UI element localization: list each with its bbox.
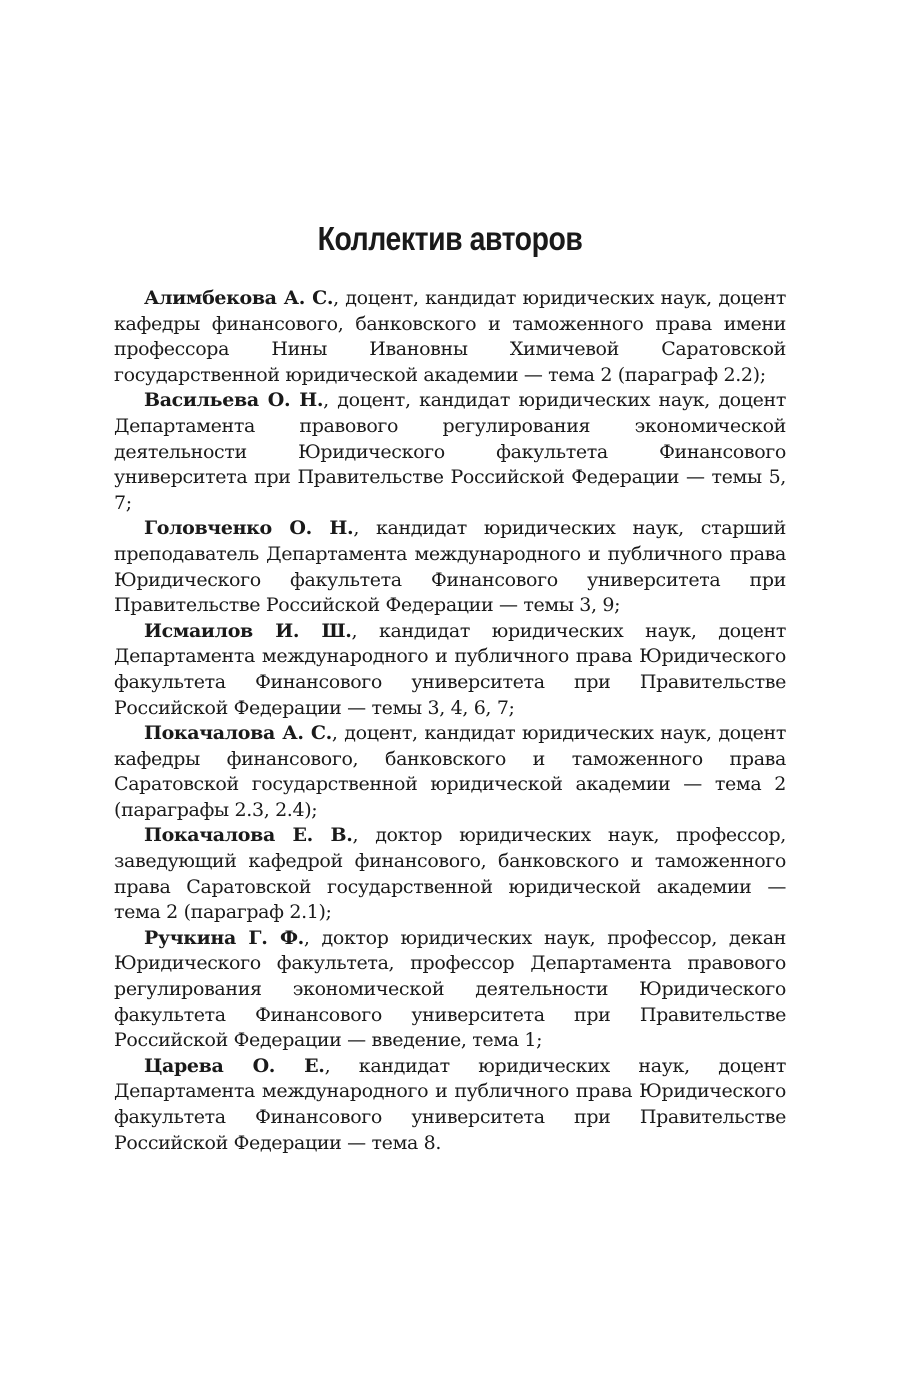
author-name: Исмаилов И. Ш. xyxy=(144,619,352,642)
author-description: , доктор юридических наук, профессор, заведующий кафедрой финансового, банковского и таможенного права Саратовской государственной юридической академии — тема 2 (параграф 2.1); xyxy=(114,824,786,924)
author-entry xyxy=(114,823,786,925)
author-description: , доктор юридических наук, профессор, декан Юридического факультета, профессор Департамента правового регулирования экономической деятельности Юридического факультета Финансового университета при Правительстве Российской Федерации — введение, тема 1; xyxy=(114,926,786,1052)
author-entry xyxy=(114,388,786,516)
author-entry xyxy=(114,926,786,1054)
author-entry xyxy=(114,721,786,823)
author-description: , доцент, кандидат юридических наук, доцент Департамента правового регулирования экономической деятельности Юридического факультета Финансового университета при Правительстве Российской Федерации — темы 5, 7; xyxy=(114,389,786,514)
author-entry xyxy=(114,619,786,721)
author-name: Васильева О. Н. xyxy=(144,389,324,412)
author-description: , кандидат юридических наук, старший преподаватель Департамента международного и публичного права Юридического факультета Финансового университета при Правительстве Российской Федерации — темы 3, 9; xyxy=(114,517,786,617)
author-entry xyxy=(114,286,786,388)
author-name: Ручкина Г. Ф. xyxy=(144,926,304,949)
authors-list xyxy=(114,286,786,1156)
author-name: Алимбекова А. С. xyxy=(144,287,334,309)
author-description: , доцент, кандидат юридических наук, доцент кафедры финансового, банковского и таможенного права Саратовской государственной юридической академии — тема 2 (параграфы 2.3, 2.4); xyxy=(114,722,787,821)
author-description: , кандидат юридических наук, доцент Департамента международного и публичного права Юридического факультета Финансового университета при Правительстве Российской Федерации — тема 8. xyxy=(114,1054,786,1154)
author-description: , доцент, кандидат юридических наук, доцент кафедры финансового, банковского и таможенного права имени профессора Нины Ивановны Химичевой Саратовской государственной юридической академии — тема 2 (параграф 2.2); xyxy=(114,287,787,386)
author-name: Головченко О. Н. xyxy=(144,517,354,540)
author-entry xyxy=(114,1054,786,1156)
author-description: , кандидат юридических наук, доцент Департамента международного и публичного права Юридического факультета Финансового университета при Правительстве Российской Федерации — темы 3, 4, 6, 7; xyxy=(114,619,786,719)
author-name: Покачалова А. С. xyxy=(144,722,332,745)
author-entry xyxy=(114,516,786,618)
author-name: Царева О. Е. xyxy=(144,1054,325,1077)
page-title: Коллектив авторов xyxy=(317,220,583,257)
author-name: Покачалова Е. В. xyxy=(144,824,353,847)
